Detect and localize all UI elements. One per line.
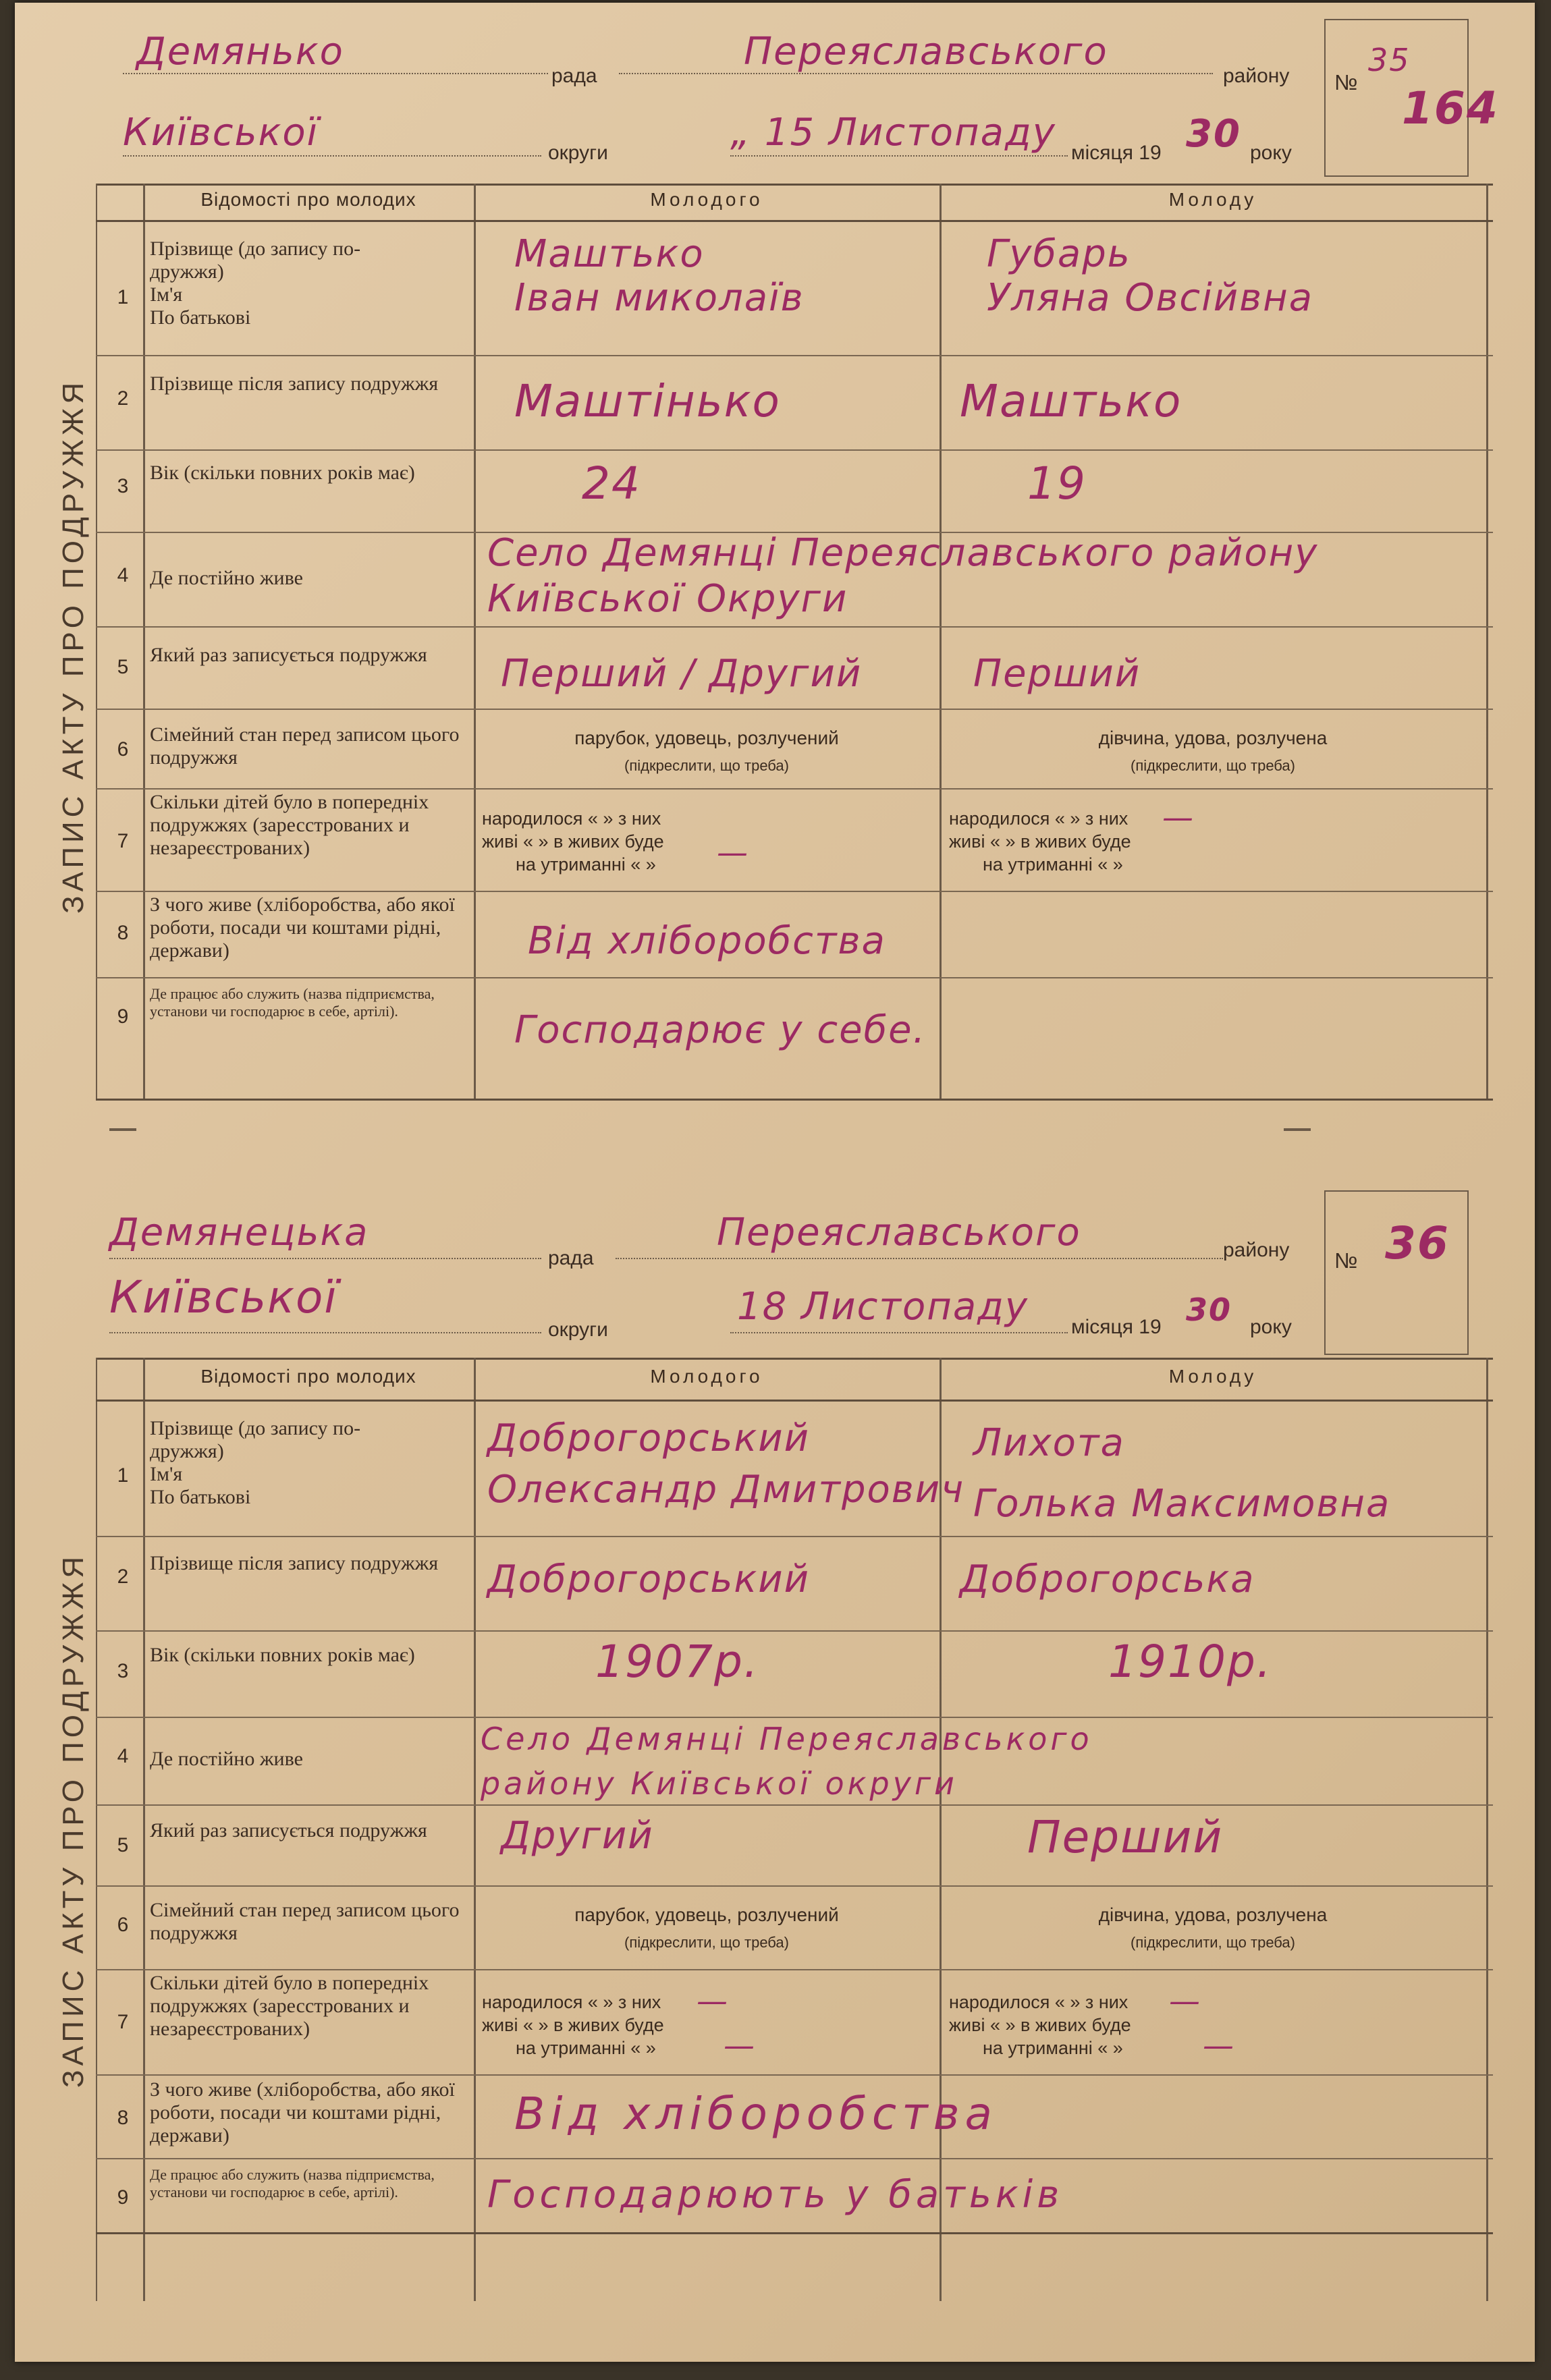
groom-age: 24 — [582, 458, 641, 509]
groom-children — [482, 807, 927, 876]
grid-col-left — [96, 184, 97, 1100]
date-line — [730, 155, 1068, 157]
bride-age: 1910р. — [1108, 1636, 1272, 1688]
groom-status: парубок, удовець, розлучений — [574, 727, 839, 748]
okruga-line — [109, 1332, 541, 1333]
rada-value: Демянько — [136, 30, 344, 74]
label-name: Ім'я — [150, 283, 183, 306]
children-supported: на утриманні « » — [516, 2038, 656, 2058]
bride-age: 19 — [1027, 458, 1087, 509]
children-supported: на утриманні « » — [983, 2038, 1123, 2058]
bride-marriage-count: Перший — [1027, 1811, 1224, 1863]
row-number: 4 — [117, 1745, 129, 1767]
row-label: Прізвище після запису подружжя — [150, 1552, 439, 1574]
col-bride: Молоду — [1168, 189, 1257, 210]
row-number: 3 — [117, 475, 129, 497]
row-number: 8 — [117, 2107, 129, 2129]
groom-age: 1907р. — [595, 1636, 759, 1688]
row-divider — [96, 891, 1493, 892]
grid-col-left — [96, 1358, 97, 2301]
year-value: 30 — [1186, 112, 1241, 156]
row-number: 2 — [117, 387, 129, 410]
rada-value: Демянецька — [109, 1211, 369, 1254]
grid-col-label — [474, 1358, 476, 2301]
grid-col-num — [143, 1358, 145, 2301]
row-label — [150, 238, 467, 329]
rada-line — [109, 1258, 541, 1259]
record-separator — [1284, 1128, 1311, 1131]
table-bottom — [96, 2232, 1493, 2234]
bride-status-hint: (підкреслити, що треба) — [1131, 1934, 1295, 1951]
children-alive: живі « » в живих буде — [482, 2015, 664, 2035]
row-number: 2 — [117, 1566, 129, 1588]
children-supported: на утриманні « » — [983, 854, 1123, 875]
children-born: народилося « » з них — [482, 1992, 661, 2012]
row-label: Скільки дітей було в попередніх подружжях (заресстрованих и незареєстрованих) — [150, 791, 429, 859]
row-label: Де працює або служить (назва підприємства, установи чи господарює в себе, артілі). — [150, 985, 435, 1020]
grid-col-right — [1486, 1358, 1488, 2301]
number-extra: 164 — [1402, 82, 1499, 134]
row-divider — [96, 977, 1493, 978]
table-bottom — [96, 1099, 1493, 1101]
row-label: Вік (скільки повних років має) — [150, 462, 415, 484]
row-number: 7 — [117, 830, 129, 852]
row-divider — [96, 1969, 1493, 1970]
row-divider — [96, 709, 1493, 710]
workplace: Господарюють у батьків — [487, 2173, 1064, 2217]
groom-status: парубок, удовець, розлучений — [574, 1904, 839, 1925]
grid-col-mid — [940, 184, 942, 1100]
groom-new-surname: Доброгорський — [487, 1557, 810, 1601]
groom-status-hint: (підкреслити, що треба) — [624, 1934, 789, 1951]
number-label: № — [1334, 1248, 1358, 1273]
bride-children-dash: — — [1169, 1983, 1201, 2019]
row-label: Де постійно живе — [150, 567, 303, 589]
row-label: Який раз записується подружжя — [150, 1819, 427, 1842]
row-number: 6 — [117, 1914, 129, 1936]
bride-new-surname: Доброгорська — [960, 1557, 1255, 1601]
col-groom: Молодого — [650, 189, 763, 210]
row-number: 6 — [117, 738, 129, 760]
document-sheet — [15, 3, 1535, 2362]
date-value: „ 15 Листопаду — [730, 111, 1056, 155]
children-supported: на утриманні « » — [516, 854, 656, 875]
row-divider — [96, 2074, 1493, 2076]
rada-label: рада — [548, 1247, 594, 1269]
raion-value: Переяславського — [717, 1211, 1081, 1254]
raion-line — [616, 1258, 1223, 1259]
header-bottom — [96, 1400, 1493, 1402]
row-divider — [96, 1885, 1493, 1887]
workplace: Господарює у себе. — [514, 1008, 927, 1052]
raion-line — [619, 73, 1213, 74]
okruga-label: округи — [548, 1319, 608, 1341]
row-number: 3 — [117, 1660, 129, 1682]
children-alive: живі « » в живих буде — [949, 831, 1131, 852]
row-divider — [96, 788, 1493, 790]
row-number: 1 — [117, 1464, 129, 1487]
livelihood: Від хліборобства — [514, 2088, 998, 2140]
groom-marriage-count: Другий — [501, 1814, 654, 1858]
rada-line — [123, 73, 548, 74]
row-label: Сімейний стан перед записом цього подружжя — [150, 1899, 460, 1944]
row-number: 4 — [117, 564, 129, 586]
date-line — [730, 1332, 1068, 1333]
label-surname: Прізвище (до запису по- дружжя) — [150, 1417, 361, 1462]
label-patronymic: По батькові — [150, 306, 251, 329]
row-label: Де постійно живе — [150, 1748, 303, 1770]
number-value: 36 — [1385, 1217, 1450, 1269]
row-label: Скільки дітей було в попередніх подружжях (заресстрованих и незареєстрованих) — [150, 1972, 429, 2040]
groom-surname: Доброгорський Олександр Дмитрович — [487, 1416, 965, 1512]
side-title: ЗАПИС АКТУ ПРО ПОДРУЖЖЯ — [57, 1552, 90, 2088]
groom-children-dash: — — [697, 1983, 729, 2019]
groom-marriage-count: Перший / Другий — [501, 652, 863, 696]
okruga-line — [123, 155, 541, 157]
header-bottom — [96, 220, 1493, 222]
month-label: місяця 19 — [1071, 142, 1162, 164]
row-divider — [96, 355, 1493, 356]
month-label: місяця 19 — [1071, 1316, 1162, 1338]
table-top — [96, 1358, 1493, 1360]
col-info: Відомості про молодих — [200, 1366, 416, 1387]
bride-surname: Лихота Голька Максимовна — [973, 1421, 1391, 1526]
row-divider — [96, 1630, 1493, 1632]
children-alive: живі « » в живих буде — [482, 831, 664, 852]
bride-children-dash: — — [1203, 2027, 1235, 2064]
label-patronymic: По батькові — [150, 1486, 251, 1508]
row-number: 8 — [117, 922, 129, 944]
row-label: Де працює або служить (назва підприємства, установи чи господарює в себе, артілі). — [150, 2166, 435, 2201]
grid-col-label — [474, 184, 476, 1100]
raion-label: району — [1223, 65, 1290, 87]
grid-col-num — [143, 184, 145, 1100]
bride-new-surname: Маштько — [960, 375, 1182, 427]
okruga-value: Київської — [123, 111, 319, 155]
label-name: Ім'я — [150, 1463, 183, 1485]
raion-label: району — [1223, 1239, 1290, 1261]
col-groom: Молодого — [650, 1366, 763, 1387]
table-top — [96, 184, 1493, 186]
row-label: Який раз записується подружжя — [150, 644, 427, 666]
groom-status-hint: (підкреслити, що треба) — [624, 757, 789, 774]
row-number: 5 — [117, 656, 129, 678]
bride-children — [949, 807, 1475, 876]
record-separator — [109, 1128, 136, 1131]
bride-children-dash: — — [1162, 799, 1195, 835]
row-label — [150, 1417, 467, 1509]
children-born: народилося « » з них — [949, 1992, 1128, 2012]
year-value: 30 — [1186, 1292, 1232, 1328]
col-bride: Молоду — [1168, 1366, 1257, 1387]
bride-marriage-count: Перший — [973, 652, 1141, 696]
row-label: Сімейний стан перед записом цього подружжя — [150, 723, 460, 769]
children-born: народилося « » з них — [482, 808, 661, 829]
row-label: З чого живе (хліборобства, або якої роботи, посади чи коштами рідні, держави) — [150, 2078, 455, 2147]
bride-status: дівчина, удова, розлучена — [1098, 727, 1328, 748]
rada-label: рада — [551, 65, 597, 87]
row-number: 7 — [117, 2011, 129, 2033]
row-divider — [96, 1804, 1493, 1806]
groom-children-dash: — — [724, 2027, 756, 2064]
row-divider — [96, 2158, 1493, 2159]
groom-children-dash: — — [717, 834, 749, 870]
groom-new-surname: Маштінько — [514, 375, 781, 427]
row-number: 9 — [117, 2186, 129, 2209]
bride-status-hint: (підкреслити, що треба) — [1131, 757, 1295, 774]
row-label: З чого живе (хліборобства, або якої роботи, посади чи коштами рідні, держави) — [150, 893, 455, 962]
children-alive: живі « » в живих буде — [949, 2015, 1131, 2035]
row-label: Вік (скільки повних років має) — [150, 1644, 415, 1666]
row-number: 1 — [117, 286, 129, 308]
year-label: року — [1250, 142, 1292, 164]
date-value: 18 Листопаду — [737, 1285, 1029, 1329]
side-title: ЗАПИС АКТУ ПРО ПОДРУЖЖЯ — [57, 378, 90, 914]
okruga-label: округи — [548, 142, 608, 164]
raion-value: Переяславського — [744, 30, 1108, 74]
residence: Село Демянці Переяславського району Київської округи — [481, 1721, 1093, 1802]
label-surname: Прізвище (до запису по- дружжя) — [150, 238, 361, 283]
row-number: 5 — [117, 1834, 129, 1856]
col-info: Відомості про молодих — [200, 189, 416, 210]
row-number: 9 — [117, 1005, 129, 1028]
row-divider — [96, 449, 1493, 451]
row-label: Прізвище після запису подружжя — [150, 372, 439, 395]
row-divider — [96, 626, 1493, 628]
residence: Село Демянці Переяславського району Київської Округи — [487, 531, 1319, 621]
number-label: № — [1334, 70, 1358, 94]
groom-surname: Маштько Іван миколаїв — [514, 232, 805, 320]
children-born: народилося « » з них — [949, 808, 1128, 829]
grid-col-right — [1486, 184, 1488, 1100]
bride-status: дівчина, удова, розлучена — [1098, 1904, 1328, 1925]
year-label: року — [1250, 1316, 1292, 1338]
number-value: 35 — [1368, 42, 1411, 78]
okruga-value: Київської — [109, 1271, 338, 1323]
bride-surname: Губарь Уляна Овсійвна — [987, 232, 1314, 320]
livelihood: Від хліборобства — [528, 919, 886, 963]
row-divider — [96, 1536, 1493, 1537]
